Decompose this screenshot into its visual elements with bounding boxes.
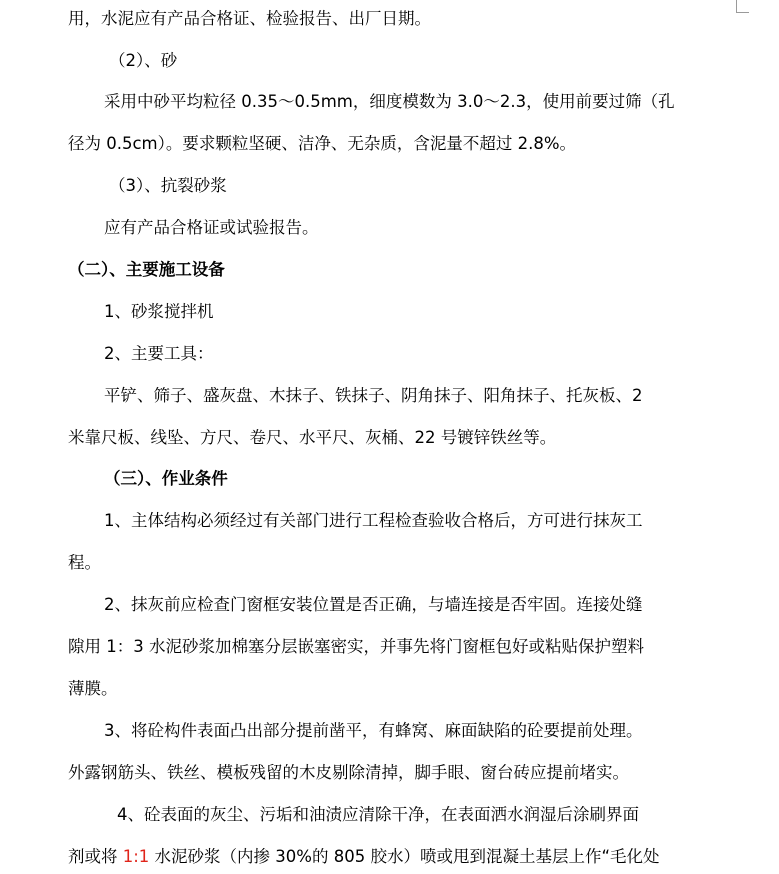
text-line: 米靠尺板、线坠、方尺、卷尺、水平尺、灰桶、22 号镀锌铁丝等。: [68, 428, 557, 447]
subheading-sand: （2）、砂: [109, 51, 178, 70]
list-item: 1、砂浆搅拌机: [104, 302, 214, 321]
margin-corner-mark: [736, 0, 749, 13]
text-line: 用，水泥应有产品合格证、检验报告、出厂日期。: [68, 9, 431, 28]
text-segment: 剂或将: [68, 847, 123, 866]
section-heading-work-conditions: （三）、作业条件: [104, 469, 228, 488]
text-line: 薄膜。: [68, 679, 118, 698]
section-heading-equipment: （二）、主要施工设备: [68, 260, 225, 279]
text-line: 2、抹灰前应检查门窗框安装位置是否正确，与墙连接是否牢固。连接处缝: [104, 595, 643, 614]
text-line: 径为 0.5cm）。要求颗粒坚硬、洁净、无杂质，含泥量不超过 2.8%。: [68, 134, 577, 153]
text-line: 平铲、筛子、盛灰盘、木抹子、铁抹子、阴角抹子、阳角抹子、托灰板、2: [104, 386, 643, 405]
subheading-crack-resistant-mortar: （3）、抗裂砂浆: [109, 176, 227, 195]
text-line: 3、将砼构件表面凸出部分提前凿平，有蜂窝、麻面缺陷的砼要提前处理。: [104, 721, 643, 740]
list-item: 2、主要工具：: [104, 344, 214, 363]
text-line: 程。: [68, 553, 101, 572]
text-line: 1、主体结构必须经过有关部门进行工程检查验收合格后，方可进行抹灰工: [104, 511, 643, 530]
text-line: 应有产品合格证或试验报告。: [104, 218, 319, 237]
text-line: 隙用 1：3 水泥砂浆加棉塞分层嵌塞密实，并事先将门窗框包好或粘贴保护塑料: [68, 637, 644, 656]
text-segment: 水泥砂浆（内掺 30%的 805 胶水）喷或甩到混凝土基层上作“毛化处: [149, 847, 660, 866]
text-line: 外露钢筋头、铁丝、模板残留的木皮剔除清掉，脚手眼、窗台砖应提前堵实。: [68, 763, 629, 782]
text-line: 4、砼表面的灰尘、污垢和油渍应清除干净，在表面洒水润湿后涂刷界面: [117, 805, 639, 824]
highlighted-ratio: 1:1: [122, 847, 150, 866]
text-line: [68, 844, 660, 870]
text-line: 采用中砂平均粒径 0.35～0.5mm，细度模数为 3.0～2.3，使用前要过筛（孔: [104, 92, 675, 111]
